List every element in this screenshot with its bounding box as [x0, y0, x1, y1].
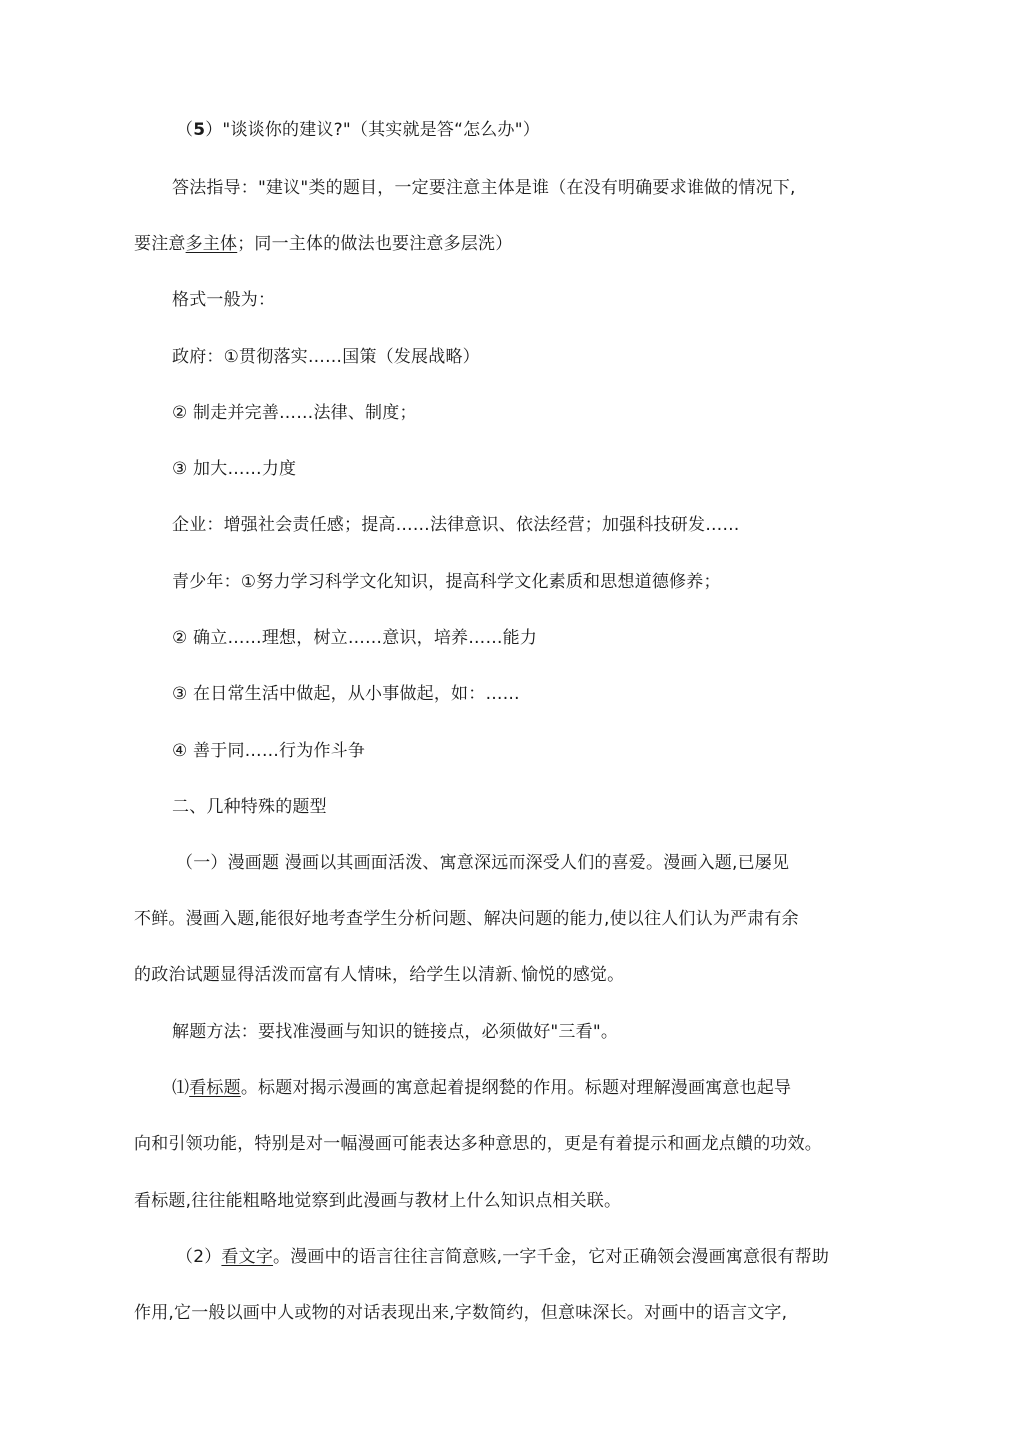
answer-guide-line-2 — [134, 233, 512, 255]
section-2-heading: 二、几种特殊的题型 — [172, 797, 327, 817]
q5-open-paren: （ — [176, 120, 194, 140]
comic-paragraph-line-2: 不鲜。漫画入题,能很好地考查学生分析问题、解决问题的能力,使以往人们认为严肃有余 — [134, 909, 799, 929]
look-text-rest: 。漫画中的语言往往言简意赅,一字千金，它对正确领会漫画寓意很有帮助 — [273, 1247, 830, 1267]
look-title-rest: 。标题对揭示漫画的寓意起着提纲甃的作用。标题对理解漫画寓意也起导 — [240, 1078, 792, 1098]
enterprise-line: 企业：增强社会责任感；提高……法律意识、依法经营；加强科技研发…… — [172, 515, 740, 535]
question-5-heading — [176, 119, 540, 141]
solving-method-line: 解题方法：要找准漫画与知识的链接点，必须做好"三看"。 — [172, 1022, 619, 1042]
youth-line-4: ④ 善于同……行为作斗争 — [172, 741, 366, 761]
look-title-prefix: ⑴ — [172, 1078, 190, 1098]
look-title-line-2: 向和引领功能，特别是对一幅漫画可能表达多种意思的，更是有着提示和画龙点饋的功效。 — [134, 1134, 822, 1154]
format-heading: 格式一般为： — [172, 290, 276, 310]
government-line-2: ② 制走并完善……法律、制度； — [172, 403, 417, 423]
look-text-underlined: 看文字 — [221, 1247, 274, 1267]
look-text-line-2: 作用,它一般以画中人或物的对话表现出来,字数简约，但意味深长。对画中的语言文字, — [134, 1303, 788, 1323]
look-title-underlined: 看标题 — [189, 1078, 241, 1098]
comic-paragraph-line-3: 的政治试题显得活泼而富有人情味，给学生以清新､愉悦的感觉。 — [134, 965, 625, 985]
look-title-line-1 — [172, 1077, 791, 1099]
government-line-3: ③ 加大……力度 — [172, 459, 297, 479]
look-text-line-1 — [176, 1246, 829, 1268]
look-title-line-3: 看标题,往往能粗略地觉察到此漫画与教材上什么知识点相关联。 — [134, 1191, 622, 1211]
guide-line-2-end: ；同一主体的做法也要注意多层洗） — [237, 234, 513, 254]
look-text-prefix: （2） — [176, 1247, 222, 1267]
guide-line-2-start: 要注意 — [134, 234, 186, 254]
youth-line-2: ② 确立……理想，树立……意识，培养……能力 — [172, 628, 538, 648]
q5-number: 5 — [193, 120, 206, 140]
youth-line-3: ③ 在日常生活中做起，从小事做起，如：…… — [172, 684, 520, 704]
comic-paragraph-line-1: （一）漫画题 漫画以其画面活泼、寓意深远而深受人们的喜爱。漫画入题,已屡见 — [176, 853, 790, 873]
youth-line-1: 青少年：①努力学习科学文化知识，提高科学文化素质和思想道德修养； — [172, 572, 721, 592]
guide-underlined-multi-subject: 多主体 — [185, 234, 238, 254]
q5-title: ）"谈谈你的建议?"（其实就是答“怎么办"） — [205, 120, 540, 140]
answer-guide-line-1: 答法指导："建议"类的题目，一定要注意主体是谁（在没有明确要求谁做的情况下, — [172, 178, 796, 198]
government-line-1: 政府：①贯彻落实……国策（发展战略） — [172, 347, 480, 367]
